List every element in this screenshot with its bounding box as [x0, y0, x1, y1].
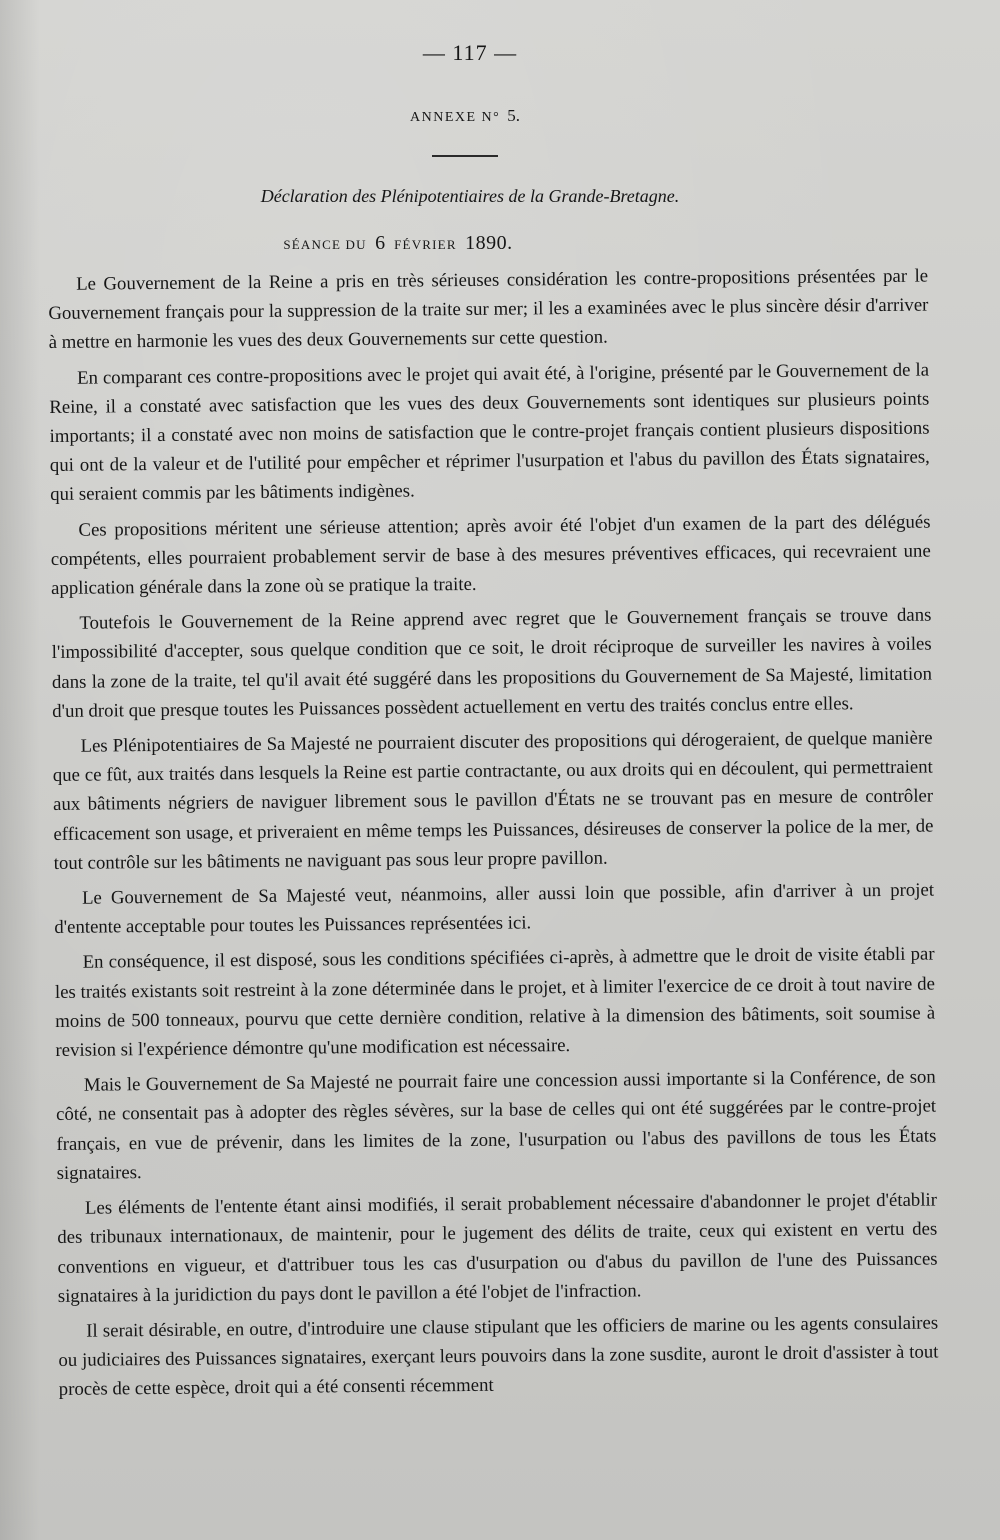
paragraph: Le Gouvernement de Sa Majesté veut, néanmoins, aller aussi loin que possible, afin d'arriver à un projet d'entente acceptable pour toutes les Puissances représentées ici. [54, 879, 935, 939]
paragraph: Le Gouvernement de la Reine a pris en très sérieuses considération les contre-propositions présentées par le Gouvernement français pour la suppression de la traite sur mer; il les a examinées avec le plus sincère désir d'arriver à mettre en harmonie les vues des deux Gouvernements sur cette question. [48, 265, 929, 354]
seance-date [0, 232, 800, 255]
paragraph: Les Plénipotentiaires de Sa Majesté ne pourraient discuter des propositions qui dérogeraient, de quelque manière que ce fût, aux traités dans lesquels la Reine est partie contractante, ou aux droits qui en découlent, qui permettraient aux bâtiments négriers de naviguer librement sous le pavillon d'États ne se trouvant pas en mesure de contrôler efficacement son usage, et priveraient en même temps les Puissances, désireuses de conserver la police de la mer, de tout contrôle sur les bâtiments ne naviguant pas sous leur propre pavillon. [52, 727, 934, 874]
paragraph: Mais le Gouvernement de Sa Majesté ne pourrait faire une concession aussi importante si la Conférence, de son côté, ne consentait pas à adopter des règles sévères, sur la base de celles qui ont été suggérées par le contre-projet français, en vue de prévenir, dans les limites de la zone, l'usurpation ou l'abus des pavillons de tous les États signataires. [56, 1066, 937, 1184]
seance-year: 1890. [465, 232, 513, 254]
seance-prefix: SÉANCE DU [283, 237, 367, 252]
declaration-body [48, 262, 939, 1411]
annexe-label: ANNEXE N° [409, 110, 501, 125]
page-number: — 117 — [422, 40, 518, 65]
paragraph: Il serait désirable, en outre, d'introduire une clause stipulant que les officiers de marine ou les agents consulaires ou judiciaires des Puissances signataires, exerçant leurs pouvoirs dans la zone susdite, auront le droit d'assister à tout procès de cette espèce, droit qui a été consenti récemment [58, 1312, 939, 1401]
declaration-title: Déclaration des Plénipotentiaires de la Grande-Bretagne. [260, 186, 680, 206]
paragraph: En comparant ces contre-propositions avec le projet qui avait été, à l'origine, présenté par le Gouvernement de la Reine, il a constaté avec satisfaction que les vues des deux Gouvernements sont identiques sur plusieurs points importants; il a constaté avec non moins de satisfaction que le contre-projet français contient plusieurs dispositions qui ont de la valeur et de l'utilité pour empêcher et réprimer l'usurpation et l'abus du pavillon des États signataires, qui seraient commis par les bâtiments indigènes. [49, 359, 930, 506]
heading-divider [432, 155, 498, 157]
paragraph: En conséquence, il est disposé, sous les conditions spécifiées ci-après, à admettre que le droit de visite établi par les traités existants soit restreint à la zone déterminée dans le projet, et à limiter l'exercice de ce droit à tout navire de moins de 500 tonneaux, pourvu que cette dernière condition, relative à la dimension des bâtiments, soit soumise à revision si l'expérience démontre qu'une modification est nécessaire. [54, 943, 936, 1062]
paragraph: Ces propositions méritent une sérieuse attention; après avoir été l'objet d'un examen de la part des délégués compétents, elles pourraient probablement servir de base à des mesures préventives efficaces, qui recevraient une application générale dans la zone où se pratique la traite. [50, 511, 931, 600]
annexe-heading [0, 106, 930, 126]
annexe-number: 5. [507, 106, 520, 125]
paragraph: Les éléments de l'entente étant ainsi modifiés, il serait probablement nécessaire d'abandonner le projet d'établir des tribunaux internationaux, de maintenir, pour le jugement des délits de traite, ceux qui existent en vertu des conventions en vigueur, et d'attribuer tous les cas d'usurpation ou d'abus du pavillon de l'une des Puissances signataires à la juridiction du pays dont le pavillon a été l'objet de l'infraction. [57, 1189, 938, 1307]
seance-month: FÉVRIER [394, 237, 457, 252]
seance-day: 6 [375, 232, 386, 254]
paragraph: Toutefois le Gouvernement de la Reine apprend avec regret que le Gouvernement français se trouve dans l'impossibilité d'accepter, sous quelque condition que ce soit, le droit réciproque de surveiller les navires à voiles dans la zone de la traite, tel qu'il avait été suggéré dans les propositions du Gouvernement de Sa Majesté, limitation d'un droit que presque toutes les Puissances possèdent actuellement en vertu des traités conclus entre elles. [51, 604, 933, 722]
